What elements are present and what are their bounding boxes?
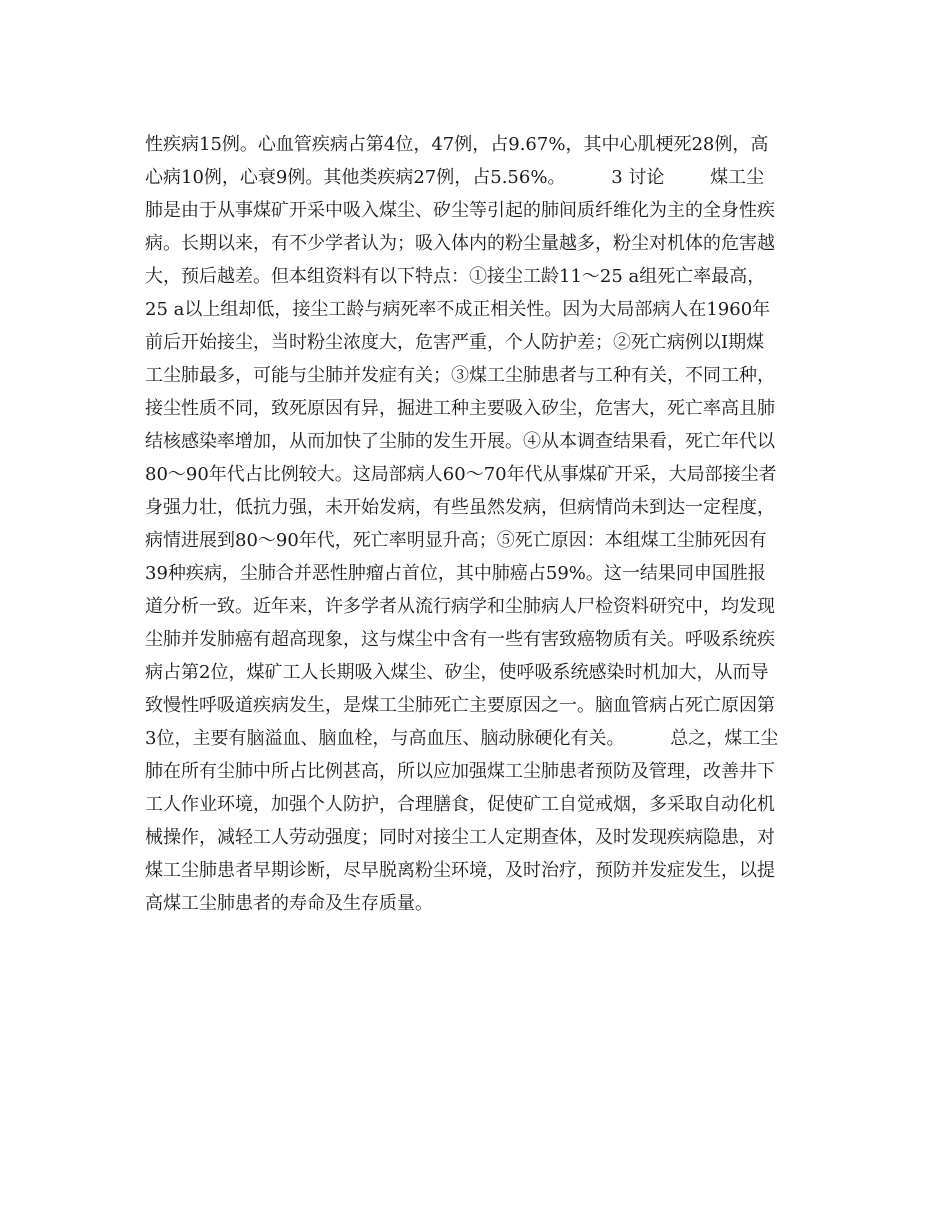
text-line: 接尘性质不同，致死原因有异，掘进工种主要吸入矽尘，危害大，死亡率高且肺 (145, 398, 775, 419)
text-line: 80～90年代占比例较大。这局部病人60～70年代从事煤矿开采，大局部接尘者 (145, 464, 777, 485)
text-line: 尘肺并发肺癌有超高现象，这与煤尘中含有一些有害致癌物质有关。呼吸系统疾 (145, 629, 775, 650)
text-line: 肺在所有尘肺中所占比例甚高，所以应加强煤工尘肺患者预防及管理，改善井下 (145, 761, 775, 782)
text-line: 煤工尘肺患者早期诊断，尽早脱离粉尘环境，及时治疗，预防并发症发生，以提 (145, 860, 775, 881)
text-line: 结核感染率增加，从而加快了尘肺的发生开展。④从本调查结果看，死亡年代以 (145, 431, 775, 452)
text-line: 身强力壮，低抗力强，未开始发病，有些虽然发病，但病情尚未到达一定程度， (145, 497, 775, 518)
text-line: 病占第2位，煤矿工人长期吸入煤尘、矽尘，使呼吸系统感染时机加大，从而导 (145, 662, 769, 683)
text-line: 工尘肺最多，可能与尘肺并发症有关；③煤工尘肺患者与工种有关，不同工种， (145, 365, 775, 386)
text-line: 高煤工尘肺患者的寿命及生存质量。 (145, 893, 433, 914)
text-line: 工人作业环境，加强个人防护，合理膳食，促使矿工自觉戒烟，多采取自动化机 (145, 794, 775, 815)
text-line: 道分析一致。近年来，许多学者从流行病学和尘肺病人尸检资料研究中，均发现 (145, 596, 775, 617)
text-line: 25 a以上组却低，接尘工龄与病死率不成正相关性。因为大局部病人在1960年 (145, 299, 771, 320)
text-line: 3位，主要有脑溢血、脑血栓，与高血压、脑动脉硬化有关。 总之，煤工尘 (145, 728, 779, 749)
text-line: 病。长期以来，有不少学者认为；吸入体内的粉尘量越多，粉尘对机体的危害越 (145, 233, 775, 254)
text-line: 39种疾病，尘肺合并恶性肿瘤占首位，其中肺癌占59%。这一结果同申国胜报 (145, 563, 766, 584)
text-line: 大，预后越差。但本组资料有以下特点：①接尘工龄11～25 a组死亡率最高， (145, 266, 766, 287)
body-text (145, 128, 825, 920)
text-line: 械操作，减轻工人劳动强度；同时对接尘工人定期查体，及时发现疾病隐患，对 (145, 827, 775, 848)
text-line: 心病10例，心衰9例。其他类疾病27例，占5.56%。 3 讨论 煤工尘 (145, 167, 765, 188)
text-line: 前后开始接尘，当时粉尘浓度大，危害严重，个人防护差；②死亡病例以Ⅰ期煤 (145, 332, 765, 353)
text-line: 致慢性呼吸道疾病发生，是煤工尘肺死亡主要原因之一。脑血管病占死亡原因第 (145, 695, 775, 716)
text-line: 肺是由于从事煤矿开采中吸入煤尘、矽尘等引起的肺间质纤维化为主的全身性疾 (145, 200, 775, 221)
text-line: 病情进展到80～90年代，死亡率明显升高；⑤死亡原因：本组煤工尘肺死因有 (145, 530, 767, 551)
text-line: 性疾病15例。心血管疾病占第4位，47例，占9.67%，其中心肌梗死28例，高 (145, 134, 769, 155)
